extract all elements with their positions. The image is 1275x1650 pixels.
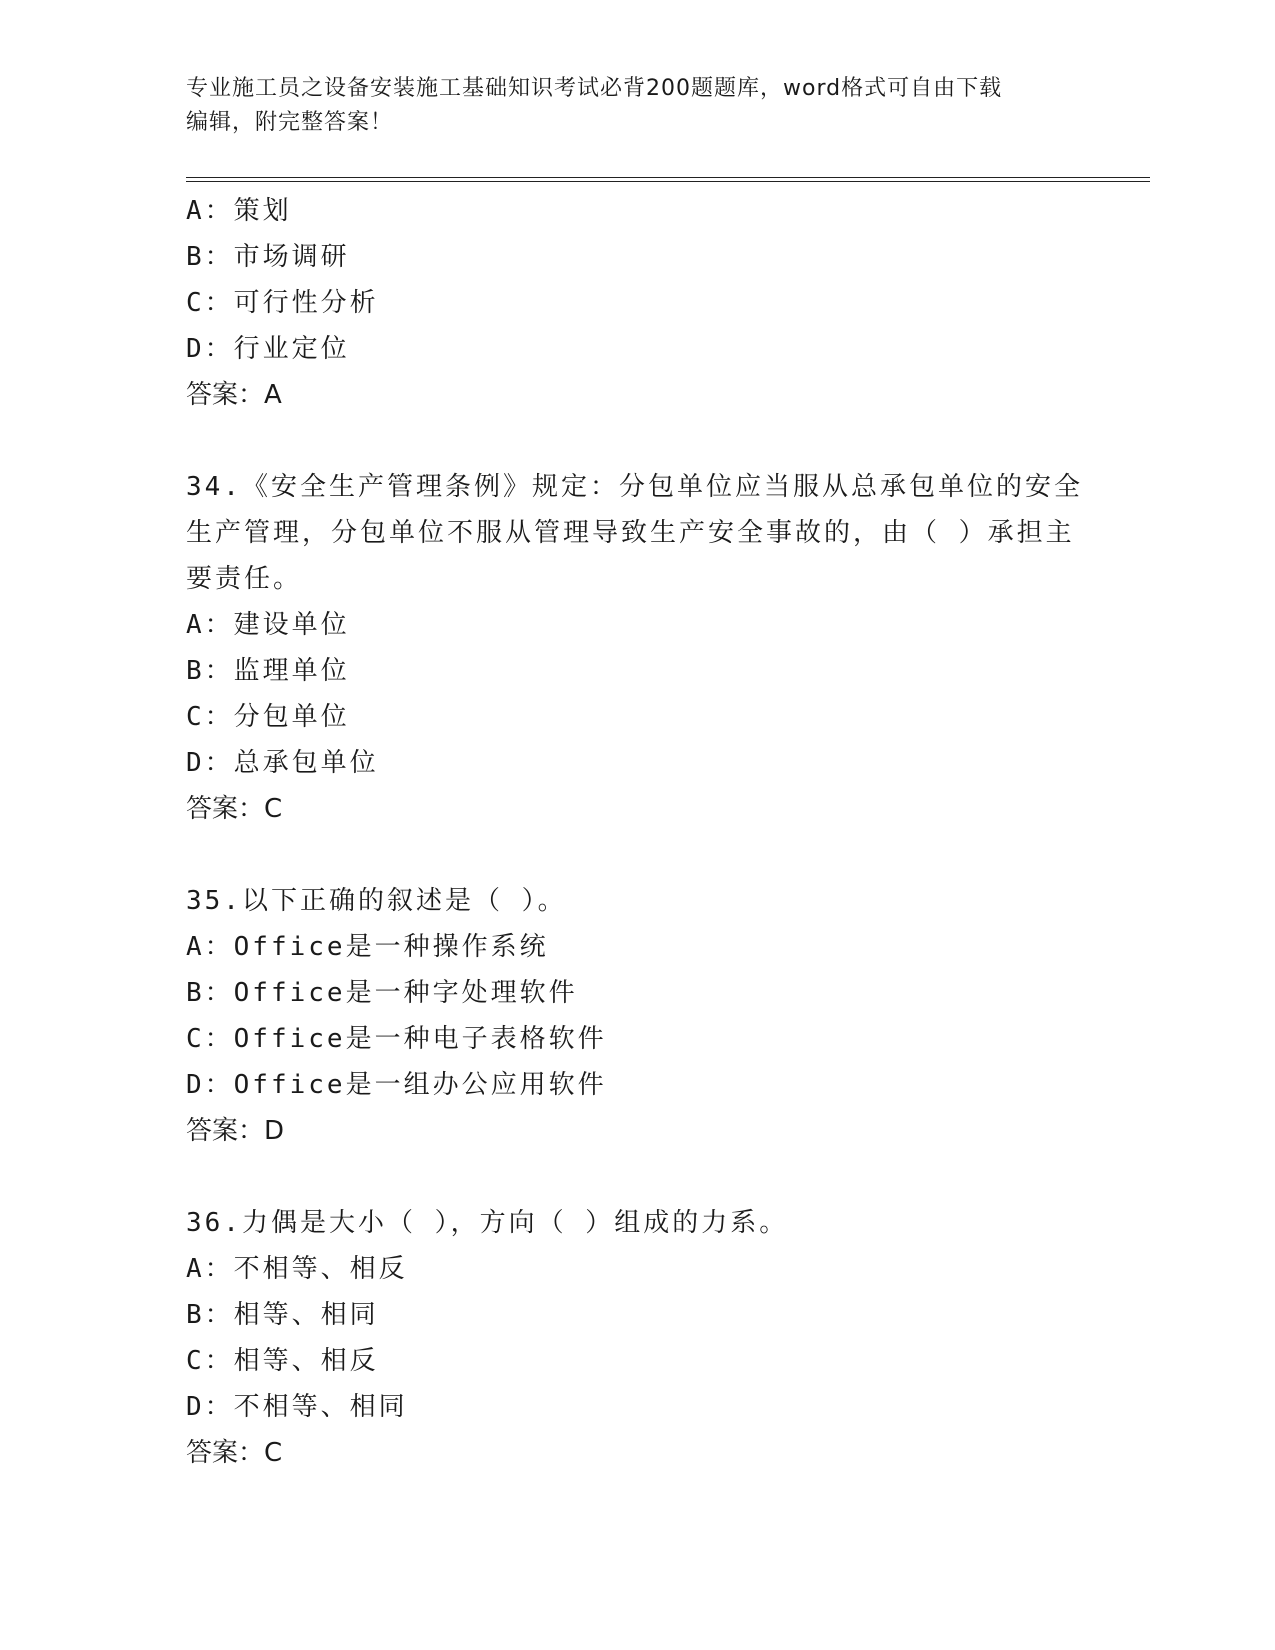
option-c: C：可行性分析 (186, 288, 379, 318)
answer-line: 答案：C (186, 794, 283, 824)
question-stem-line: 生产管理，分包单位不服从管理导致生产安全事故的，由（ ）承担主 (186, 518, 1075, 548)
option-d: D：总承包单位 (186, 748, 379, 778)
option-a: A：不相等、相反 (186, 1254, 408, 1284)
option-c: C：相等、相反 (186, 1346, 379, 1376)
question-33-options (186, 188, 1086, 418)
header-line-2: 编辑，附完整答案！ (186, 110, 394, 135)
header-divider-top (186, 177, 1150, 178)
question-36 (186, 1200, 1086, 1476)
option-b: B：相等、相同 (186, 1300, 379, 1330)
header-divider-bottom (186, 181, 1150, 182)
spacer (186, 418, 1086, 464)
question-stem-line: 36.力偶是大小（ ），方向（ ）组成的力系。 (186, 1208, 789, 1238)
document-header (186, 72, 1086, 140)
option-a: A：策划 (186, 196, 292, 226)
option-a: A：Office是一种操作系统 (186, 932, 549, 962)
spacer (186, 832, 1086, 878)
option-d: D：不相等、相同 (186, 1392, 408, 1422)
option-b: B：Office是一种字处理软件 (186, 978, 578, 1008)
option-a: A：建设单位 (186, 610, 350, 640)
answer-line: 答案：C (186, 1438, 283, 1468)
question-stem-line: 要责任。 (186, 564, 303, 594)
option-c: C：Office是一种电子表格软件 (186, 1024, 607, 1054)
answer-line: 答案：D (186, 1116, 285, 1146)
option-b: B：监理单位 (186, 656, 350, 686)
option-c: C：分包单位 (186, 702, 350, 732)
question-35 (186, 878, 1086, 1154)
option-d: D：行业定位 (186, 334, 350, 364)
option-d: D：Office是一组办公应用软件 (186, 1070, 607, 1100)
question-stem-line: 35.以下正确的叙述是（ ）。 (186, 886, 567, 916)
question-34 (186, 464, 1086, 832)
question-stem-line: 34.《安全生产管理条例》规定：分包单位应当服从总承包单位的安全 (186, 472, 1083, 502)
spacer (186, 1154, 1086, 1200)
header-line-1: 专业施工员之设备安装施工基础知识考试必背200题题库，word格式可自由下载 (186, 76, 1003, 101)
answer-line: 答案：A (186, 380, 282, 410)
option-b: B：市场调研 (186, 242, 350, 272)
question-list (186, 188, 1086, 1476)
